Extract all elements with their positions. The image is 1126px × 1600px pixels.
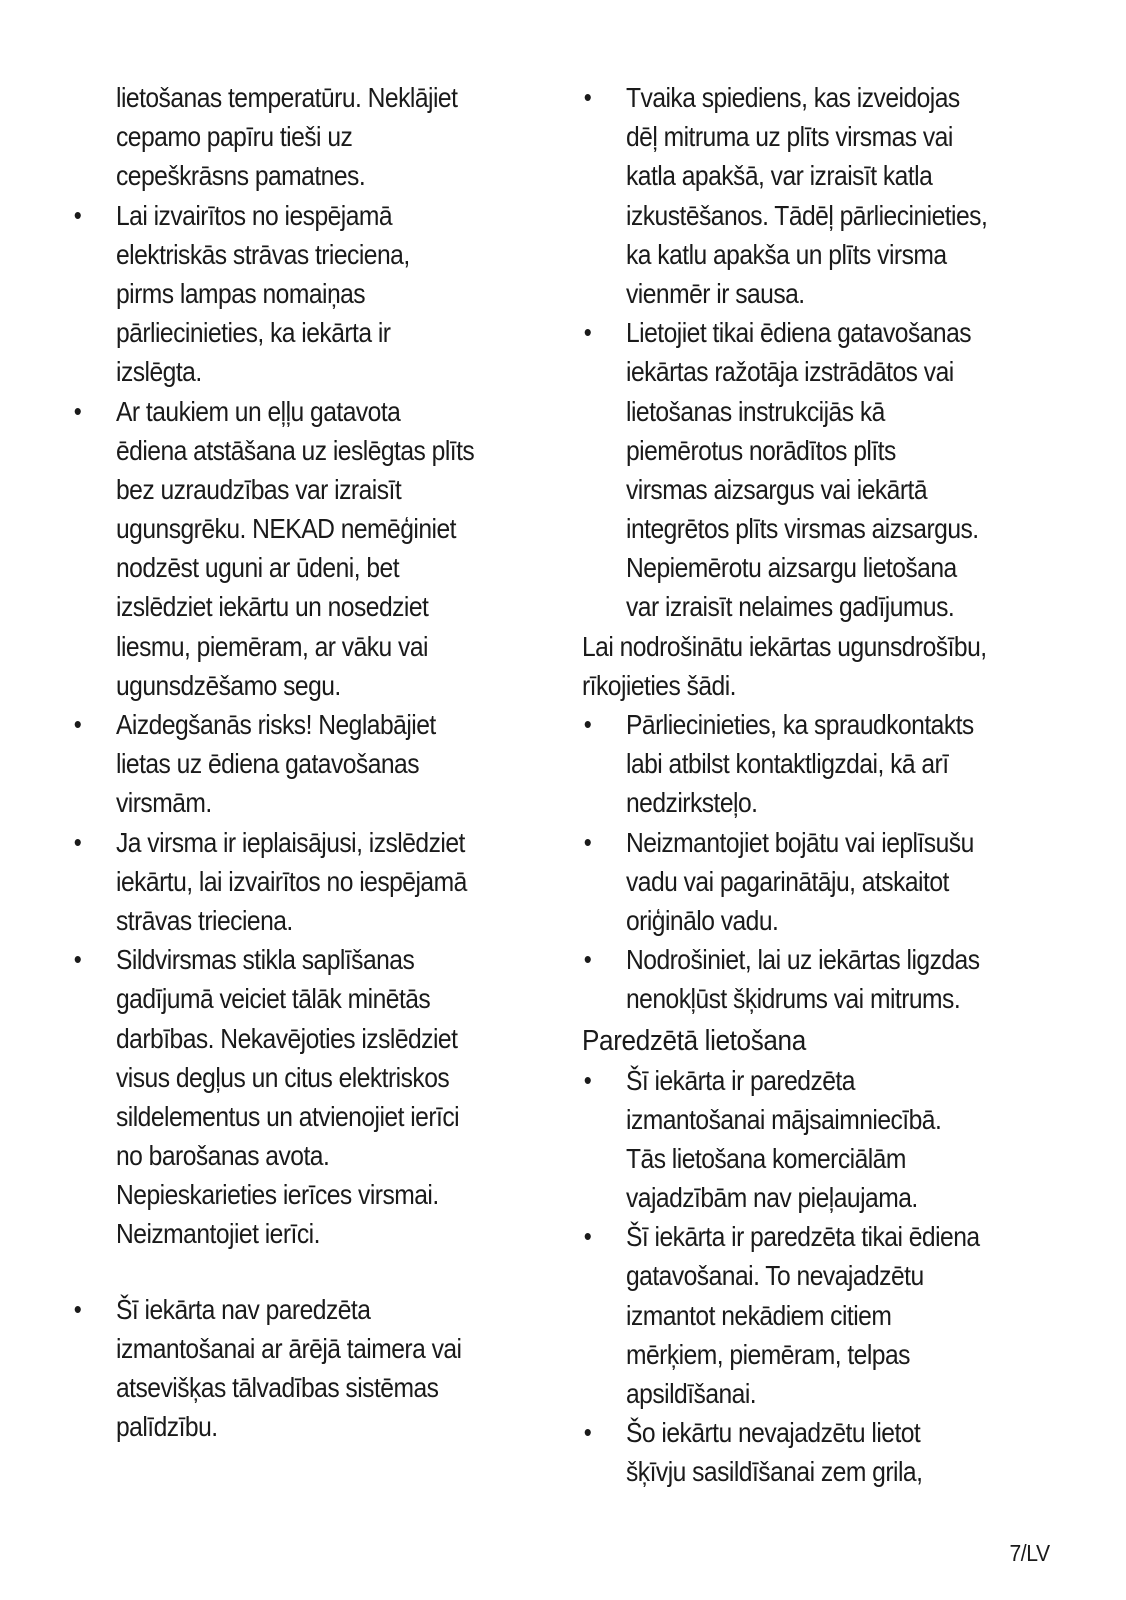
bullet-item-fire-oil: • Ar taukiem un eļļu gatavota ēdiena atstāšana uz ieslēgtas plīts bez uzraudzības var izraisīt ugunsgrēku. NEKAD nemēģiniet nodzēst uguni ar ūdeni, bet izslēdziet iekārtu un nosedziet liesmu, piemēram, ar vāku vai ugunsdzēšamo segu. (72, 392, 598, 706)
bullet-icon: • (583, 1064, 592, 1095)
bullet-item-external-timer: • Šī iekārta nav paredzēta izmantošanai ar ārējā taimera vai atsevišķas tālvadības sistēmas palīdzību. (72, 1290, 598, 1447)
bullet-item-socket-moisture: • Nodrošiniet, lai uz iekārtas ligzdas nenokļūst šķidrums vai mitrums. (582, 940, 1126, 1018)
bullet-item-hob-guards: • Lietojiet tikai ēdiena gatavošanas iekārtas ražotāja izstrādātos vai lietošanas instrukcijās kā piemērotus norādītos plīts virsmas aizsargus vai iekārtā integrētos plīts virsmas aizsargus. Nepiemērotu aizsargu lietošana var izraisīt nelaimes gadījumus. (582, 313, 1126, 627)
bullet-icon: • (583, 1417, 592, 1448)
fire-safety-intro: Lai nodrošinātu iekārtas ugunsdrošību, rīkojieties šādi. (582, 630, 987, 701)
bullet-icon: • (73, 395, 82, 426)
bullet-icon: • (73, 944, 82, 975)
bullet-icon: • (583, 1221, 592, 1252)
bullet-item-plate-warming: • Šo iekārtu nevajadzētu lietot šķīvju sasildīšanai zem grila, (582, 1413, 1126, 1491)
right-column (582, 78, 1082, 1492)
bullet-icon: • (73, 199, 82, 230)
bullet-item-lamp-safety: • Lai izvairītos no iespējamā elektriskās strāvas trieciena, pirms lampas nomaiņas pārliecinieties, ka iekārta ir izslēgta. (72, 196, 598, 392)
bullet-icon: • (583, 944, 592, 975)
bullet-item-steam-pressure: • Tvaika spiediens, kas izveidojas dēļ mitruma uz plīts virsmas vai katla apakšā, var izraisīt katla izkustēšanos. Tādēļ pārliecinieties, ka katlu apakša un plīts virsma vienmēr ir sausa. (582, 78, 1126, 313)
bullet-icon: • (73, 826, 82, 857)
bullet-item-damaged-cable: • Neizmantojiet bojātu vai ieplīsušu vadu vai pagarinātāju, atskaitot oriģinālo vadu. (582, 823, 1126, 941)
bullet-icon: • (583, 317, 592, 348)
bullet-icon: • (583, 709, 592, 739)
left-column (72, 78, 552, 1446)
bullet-item-cracked-surface: • Ja virsma ir ieplaisājusi, izslēdziet iekārtu, lai izvairītos no iespējamā strāvas trieciena. (72, 823, 598, 941)
page-number: 7/LV (1009, 1540, 1050, 1566)
bullet-item-ignition-risk: • Aizdegšanās risks! Neglabājiet lietas uz ēdiena gatavošanas virsmām. (72, 705, 598, 823)
bullet-item-household-use: • Šī iekārta ir paredzēta izmantošanai mājsaimniecībā. Tās lietošana komerciālām vajadzībām nav pieļaujama. (582, 1061, 1126, 1218)
bullet-item-broken-glass: • Sildvirsmas stikla saplīšanas gadījumā veiciet tālāk minētās darbības. Nekavējoties izslēdziet visus degļus un citus elektriskos sildelementus un atvienojiet ierīci no barošanas avota. Nepieskarieties ierīces virsmai. Neizmantojiet ierīci. (72, 940, 598, 1254)
bullet-icon: • (583, 82, 592, 112)
bullet-icon: • (73, 709, 82, 739)
bullet-item-cooking-only: • Šī iekārta ir paredzēta tikai ēdiena gatavošanai. To nevajadzētu izmantot nekādiem citiem mērķiem, piemēram, telpas apsildīšanai. (582, 1217, 1126, 1413)
continuation-paragraph: lietošanas temperatūru. Neklājiet cepamo papīru tieši uz cepeškrāsns pamatnes. (116, 82, 458, 192)
bullet-icon: • (583, 826, 592, 857)
section-heading-intended-use: Paredzētā lietošana (582, 1024, 806, 1057)
spacer (72, 1254, 552, 1290)
bullet-icon: • (73, 1293, 82, 1324)
bullet-item-plug-fit: • Pārliecinieties, ka spraudkontakts labi atbilst kontaktligzdai, kā arī nedzirksteļo. (582, 705, 1126, 823)
